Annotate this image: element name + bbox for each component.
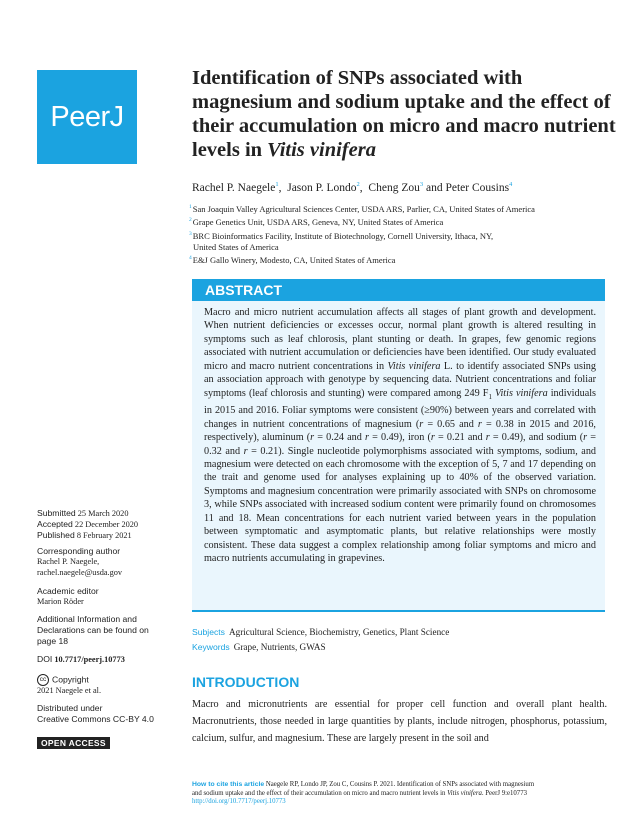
abstract-r: r [243,445,248,457]
published-line [37,530,132,542]
affiliation [189,253,535,266]
additional-info-line: Additional Information and [37,614,137,624]
abstract-fragment: individuals in 2015 and 2016. Foliar symptoms were consistent (≥90%) between years and correlated with changes in nutrient concentrations of magnesium ( [204,387,597,430]
affiliation-text: E&J Gallo Winery, Modesto, CA, United States of America [192,255,396,266]
affiliation-text: San Joaquin Valley Agricultural Sciences Center, USDA ARS, Parlier, CA, United States of America [192,203,535,214]
affiliation-list [189,202,535,267]
abstract-species: Vitis vinifera [495,387,548,399]
license-name[interactable]: Creative Commons CC-BY 4.0 [37,713,154,724]
doi-value[interactable]: 10.7717/peerj.10773 [54,655,125,664]
accepted-date: 22 December 2020 [74,520,139,529]
published-label: Published [37,530,75,540]
corresponding-author-label: Corresponding author [37,546,121,556]
abstract-fragment: = 0.38 in 2015 and 2016, respectively), aluminum ( [204,418,596,444]
keywords-line [192,642,326,652]
citation-text: . PeerJ 9:e10773 [481,789,527,797]
corresponding-author-block [37,546,122,578]
subjects-label: Subjects [192,627,225,637]
abstract-fragment: = 0.21). Single nucleotide polymorphisms associated with symptoms, sodium, and magnesium were detected on each chromosome with the exception of 5, 7 and 17 depending on the trait and genome used for analyses explaining up to 40% of the observed variation. Symptoms and magnesium concentration were primarily associated with SNPs on chromosome 3, while SNPs associated with increased sodium content were primarily found on chromosomes 11 and 18. Mean concentrations for each nutrient varied between years in the population between symptomatic and asymptomatic plants, but relative relationships were mostly consistent. These data suggest a complex relationship among foliar symptoms and micro and macro nutrients accumulating in grapevines. [204,445,597,565]
affiliation [189,202,535,215]
peerj-logo [37,70,137,164]
copyright-block [37,674,101,697]
introduction-heading: INTRODUCTION [192,674,300,690]
citation-line [192,790,612,799]
corresponding-author-email[interactable]: rachel.naegele@usda.gov [37,567,123,577]
citation-label: How to cite this article [192,781,265,788]
corresponding-author-name: Rachel P. Naegele, [37,556,100,566]
accepted-label: Accepted [37,519,73,529]
affiliation [189,229,535,242]
abstract-fragment: = 0.24 and [314,432,366,444]
author-name: Rachel P. Naegele [192,181,276,194]
submitted-date: 25 March 2020 [77,509,129,518]
affiliation [189,215,535,228]
subjects-value: Agricultural Science, Biochemistry, Genetics, Plant Science [228,627,450,637]
citation-line [192,781,612,790]
academic-editor-name: Marion Röder [37,596,84,606]
author-affiliation-mark: 2 [356,181,360,188]
abstract-text [192,301,605,566]
author-affiliation-mark: 1 [275,181,279,188]
affiliation-number: 3 [189,230,192,237]
doi-label: DOI [37,654,53,664]
title-main: Identification of SNPs associated with magnesium and sodium uptake and the effect of their accumulation on micro and macro nutrient levels in [192,67,616,161]
abstract-header [192,279,605,301]
abstract-fragment: Macro and micro nutrient accumulation affects all stages of plant growth and development. When nutrient deficiencies or excesses occur, normal plant growth is altered resulting in symptoms such as leaf chlorosis, plant stunting or death. In grapes, few genomic regions associated with nutrient accumulation or deficiencies have been identified. Our study evaluated micro and macro nutrient concentrations in [204,307,596,372]
citation-doi-link[interactable]: http://doi.org/10.7717/peerj.10773 [192,798,286,806]
license-line: Distributed under [37,703,103,713]
abstract-subscript: 1 [488,392,492,401]
open-access-badge: OPEN ACCESS [37,737,110,749]
keywords-value: Grape, Nutrients, GWAS [233,642,326,652]
license-block [37,703,154,725]
author-name: Cheng Zou [368,181,420,194]
abstract-fragment: = 0.65 and [423,418,478,430]
abstract-r: r [365,432,369,444]
affiliation-number: 1 [189,204,192,210]
author-affiliation-mark: 4 [509,181,513,188]
citation-text: Naegele RP, Londo JP, Zou C, Cousins P. 2021. Identification of SNPs associated with magnesium [265,781,535,788]
abstract-fragment: = 0.21 and [434,432,486,444]
additional-info-line: Declarations can be found on [37,624,149,635]
author-affiliation-mark: 3 [419,181,424,188]
published-date: 8 February 2021 [76,531,132,540]
author-list: Rachel P. Naegele$^1$, Jason P. Londo$^2$, Cheng Zou$^3$ and Peter Cousins$^4$ [192,181,513,194]
introduction-text: Macro and micronutrients are essential for proper cell function and overall plant health. Macronutrients, those needed in large quantities by plants, include nitrogen, phosphorus, potassium, calcium, sulfur, and magnesium. These are largely present in the soil and [192,699,607,744]
affiliation-continuation: United States of America [193,241,279,252]
abstract-r: r [485,432,490,444]
abstract-box [192,279,605,612]
additional-info-block [37,614,149,646]
author-name: Jason P. Londo [287,181,357,194]
abstract-r: r [477,418,482,430]
abstract-r: r [583,432,588,444]
additional-info-line: page 18 [37,635,69,646]
abstract-heading: ABSTRACT [205,282,282,298]
keywords-label: Keywords [192,642,230,652]
paper-title [192,66,622,162]
author-name: Peter Cousins [445,181,510,194]
citation-species: Vitis vinifera [447,789,482,797]
affiliation-number: 4 [189,255,192,262]
abstract-r: r [419,418,424,430]
abstract-r: r [430,432,435,444]
abstract-fragment: = 0.49), iron ( [369,432,431,444]
doi-line [37,654,125,666]
abstract-fragment: L. to identify associated SNPs using an association approach with genotype by sequencing data. Nutrient concentrations and foliar symptoms (leaf chlorosis and stunting) were compared among 249 F [204,360,596,399]
citation-block [192,781,612,807]
academic-editor-block [37,586,99,608]
academic-editor-label: Academic editor [37,586,99,596]
copyright-holder: 2021 Naegele et al. [37,686,102,695]
abstract-fragment: = 0.49), and sodium ( [489,432,584,444]
subjects-line [192,627,449,637]
abstract-r: r [310,432,315,444]
affiliation-number: 2 [189,217,192,224]
citation-text: and sodium uptake and the effect of their accumulation on micro and macro nutrient levels in [192,789,448,797]
copyright-label: Copyright [52,674,89,685]
creative-commons-icon: cc [37,674,49,686]
abstract-fragment: = 0.32 and [204,432,596,457]
abstract-species: Vitis vinifera [387,360,441,372]
affiliation-text: BRC Bioinformatics Facility, Institute of Biotechnology, Cornell University, Ithaca, NY, [192,230,494,241]
affiliation-text: Grape Genetics Unit, USDA ARS, Geneva, NY, United States of America [192,217,444,228]
submitted-label: Submitted [37,508,76,518]
title-species: Vitis vinifera [267,139,376,161]
logo-text: PeerJ [50,100,124,133]
copyright-line [37,674,101,686]
